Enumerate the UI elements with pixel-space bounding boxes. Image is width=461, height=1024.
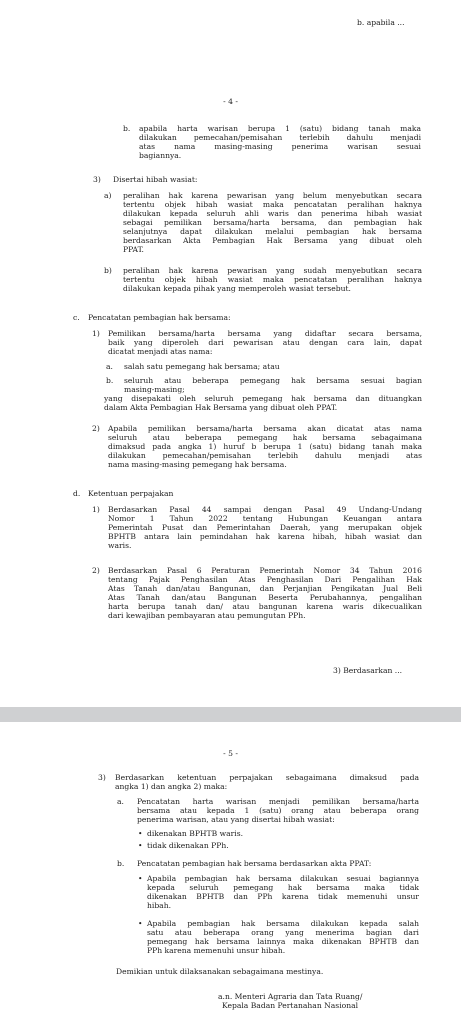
paragraph-line: Berdasarkan Pasal 44 sampai dengan Pasal 49 Undang-Undang [108, 505, 422, 514]
paragraph-line: hibah. [147, 901, 172, 910]
bullet-item: • Apabila pembagian hak bersama dilakukan sesuai bagiannya [147, 874, 419, 884]
paragraph-line: harta berupa tanah dan/ atau bangunan karena waris dikecualikan [108, 602, 422, 611]
paragraph-line: tertentu objek hibah wasiat maka pencatatan peralihan haknya [123, 275, 422, 284]
paragraph-line: atas nama masing-masing penerima warisan sesuai [139, 142, 421, 151]
paragraph-line: dilakukan pemecahan/pemisahan terlebih dahulu menjadi [139, 133, 421, 142]
list-label: c. [73, 313, 80, 322]
list-label: a) [104, 191, 112, 200]
list-label: b. [106, 376, 114, 385]
paragraph-line: Berdasarkan ketentuan perpajakan sebagaimana dimaksud pada [115, 773, 419, 782]
paragraph-line: dalam Akta Pembagian Hak Bersama yang dibuat oleh PPAT. [104, 403, 338, 412]
paragraph-line: penerima warisan, atau yang disertai hibah wasiat: [137, 815, 335, 824]
paragraph-line: berdasarkan Akta Pembagian Hak Bersama yang dibuat oleh [123, 236, 422, 245]
paragraph-line: apabila harta warisan berupa 1 (satu) bidang tanah maka [139, 124, 421, 133]
section-heading: Pencatatan pembagian hak bersama: [88, 313, 231, 322]
paragraph-line: peralihan hak karena pewarisan yang belum menyebutkan secara [123, 191, 422, 200]
paragraph-line: tentang Pajak Penghasilan Atas Penghasilan Dari Pengalihan Hak [108, 575, 422, 584]
page-number: - 5 - [223, 749, 238, 758]
list-label: 1) [92, 505, 100, 514]
list-label: 3) [93, 175, 101, 184]
page-number: - 4 - [223, 97, 238, 106]
paragraph-line: Pemilikan bersama/harta bersama yang didaftar secara bersama, [108, 329, 422, 338]
paragraph-line: peralihan hak karena pewarisan yang sudah menyebutkan secara [123, 266, 422, 275]
bullet-item: • Apabila pembagian hak bersama dilakukan kepada salah [147, 919, 419, 929]
paragraph-line: bagiannya. [139, 151, 182, 160]
paragraph-line: dikenakan BPHTB dan PPh karena tidak memenuhi unsur [147, 892, 419, 901]
paragraph-line: masing-masing; [124, 385, 185, 394]
paragraph-line: Nomor 1 Tahun 2022 tentang Hubungan Keuangan antara [108, 514, 422, 523]
list-label: a. [117, 797, 124, 806]
list-label: 3) [98, 773, 106, 782]
paragraph-line: satu atau beberapa orang yang menerima bagian dari [147, 928, 419, 937]
bullet-item: • dikenakan BPHTB waris. [147, 829, 243, 839]
carry-over-bottom: 3) Berdasarkan ... [333, 666, 403, 675]
list-label: a. [106, 362, 113, 371]
paragraph-line: sebagai pemilikan bersama/harta bersama, dan pembagian hak [123, 218, 422, 227]
section-heading: Pencatatan pembagian hak bersama berdasarkan akta PPAT: [137, 859, 372, 868]
closing-statement: Demikian untuk dilaksanakan sebagaimana mestinya. [116, 967, 324, 976]
paragraph-line: dari kewajiban pembayaran atau pemungutan PPh. [108, 611, 306, 620]
list-label: 2) [92, 424, 100, 433]
paragraph-line: BPHTB antara lain pemindahan hak karena hibah, hibah wasiat dan [108, 532, 422, 541]
paragraph-line: dicatat menjadi atas nama: [108, 347, 213, 356]
paragraph-line: dilakukan pemecahan/pemisahan terlebih dahulu menjadi atas [108, 451, 422, 460]
paragraph-line: pemegang hak bersama lainnya maka dikenakan BPHTB dan [147, 937, 419, 946]
paragraph-line: baik yang diperoleh dari pewarisan atau dengan cara lain, dapat [108, 338, 422, 347]
paragraph-line: waris. [108, 541, 132, 550]
paragraph-line: salah satu pemegang hak bersama; atau [124, 362, 280, 371]
paragraph-line: PPAT. [123, 245, 144, 254]
paragraph-line: kepada seluruh pemegang hak bersama maka tidak [147, 883, 419, 892]
paragraph-line: Apabila pemilikan bersama/harta bersama akan dicatat atas nama [108, 424, 422, 433]
list-label: d. [73, 489, 81, 498]
paragraph-line: PPh karena memenuhi unsur hibah. [147, 946, 286, 955]
signature-line: a.n. Menteri Agraria dan Tata Ruang/ [218, 992, 363, 1001]
paragraph-line: seluruh atau beberapa pemegang hak bersama sebagaimana [108, 433, 422, 442]
list-label: 2) [92, 566, 100, 575]
document-page-5 [0, 722, 461, 1024]
paragraph-line: Atas Tanah dan/atau Bangunan Beserta Perubahannya, pengalihan [108, 593, 422, 602]
paragraph-line: nama masing-masing pemegang hak bersama. [108, 460, 287, 469]
list-label: b. [117, 859, 125, 868]
paragraph-line: yang disepakati oleh seluruh pemegang hak bersama dan dituangkan [104, 394, 422, 403]
paragraph-line: Atas Tanah dan/atau Bangunan, dan Perjanjian Pengikatan Jual Beli [108, 584, 422, 593]
paragraph-line: dilakukan kepada seluruh ahli waris dan penerima hibah wasiat [123, 209, 422, 218]
section-heading: Ketentuan perpajakan [88, 489, 174, 498]
paragraph-line: tertentu objek hibah wasiat maka pencatatan peralihan haknya [123, 200, 422, 209]
paragraph-line: Berdasarkan Pasal 6 Peraturan Pemerintah Nomor 34 Tahun 2016 [108, 566, 422, 575]
list-label: b. [123, 124, 131, 133]
paragraph-line: dimaksud pada angka 1) huruf b berupa 1 (satu) bidang tanah maka [108, 442, 422, 451]
paragraph-line: Pencatatan harta warisan menjadi pemilikan bersama/harta [137, 797, 419, 806]
signature-line: Kepala Badan Pertanahan Nasional [222, 1001, 359, 1010]
section-heading: Disertai hibah wasiat: [113, 175, 198, 184]
paragraph-line: selanjutnya dapat dilakukan melalui pembagian hak bersama [123, 227, 422, 236]
list-label: 1) [92, 329, 100, 338]
paragraph-line: bersama atau kepada 1 (satu) orang atau beberapa orang [137, 806, 419, 815]
list-label: b) [104, 266, 112, 275]
paragraph-line: dilakukan kepada pihak yang memperoleh wasiat tersebut. [123, 284, 351, 293]
paragraph-line: Pemerintah Pusat dan Pemerintahan Daerah, yang merupakan objek [108, 523, 422, 532]
bullet-item: • tidak dikenakan PPh. [147, 841, 229, 851]
paragraph-line: seluruh atau beberapa pemegang hak bersama sesuai bagian [124, 376, 422, 385]
carry-over-top: b. apabila ... [357, 18, 405, 27]
paragraph-line: angka 1) dan angka 2) maka: [115, 782, 228, 791]
